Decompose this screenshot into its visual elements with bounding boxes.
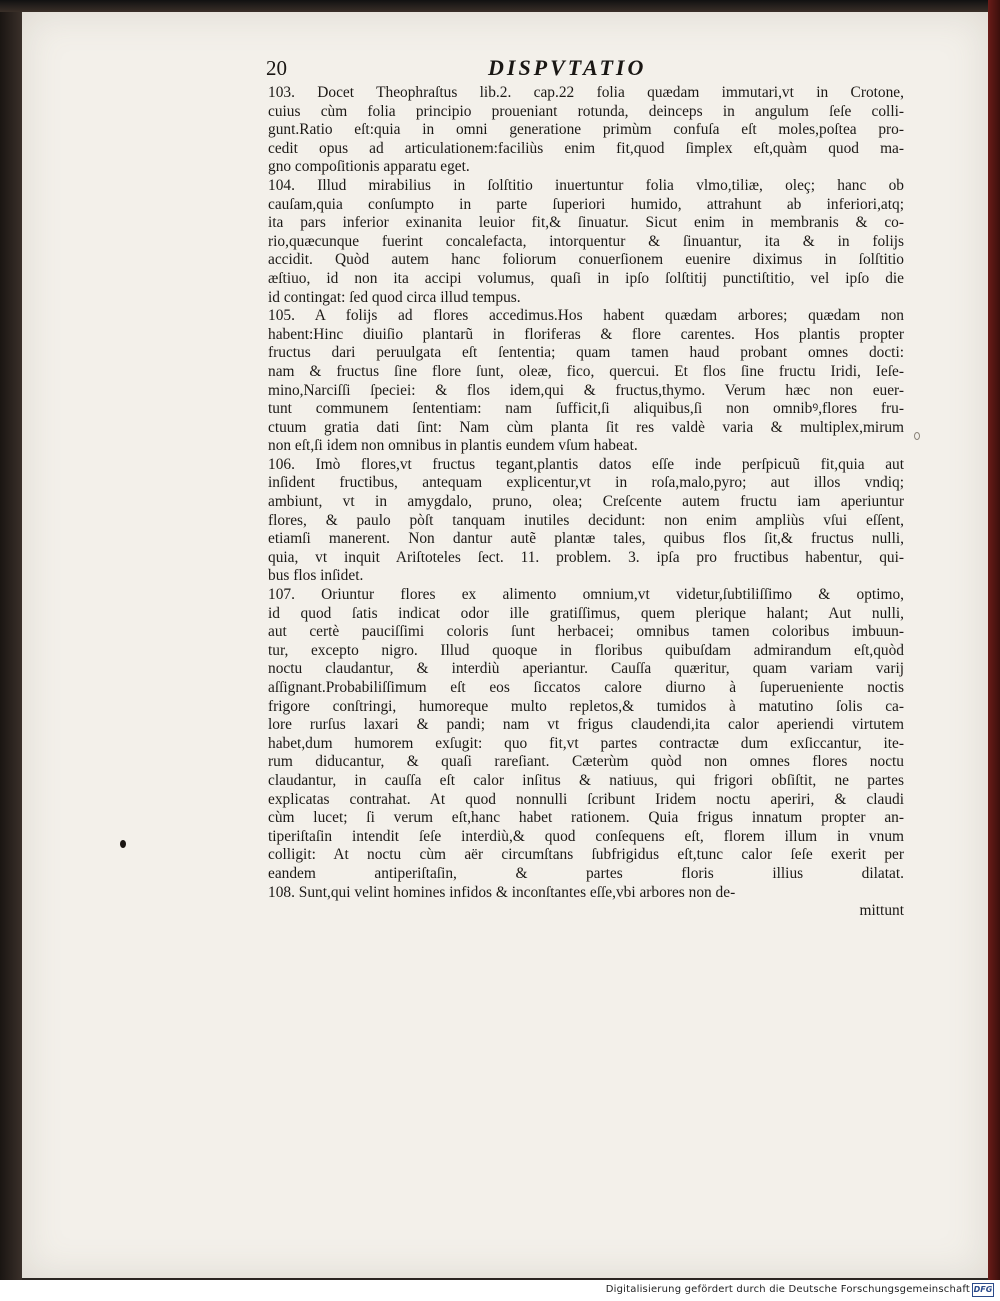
text-line: cuius cùm folia principio proueniant rotunda, deinceps in angulum ſeſe colli- — [268, 102, 904, 120]
text-line: id contingat: ſed quod circa illud tempus. — [268, 288, 521, 306]
text-line: 105. A folijs ad flores accedimus.Hos habent quædam arbores; quædam non — [268, 307, 904, 325]
text-line: 107. Oriuntur flores ex alimento omnium,vt videtur,ſubtiliſſimo & optimo, — [268, 586, 904, 604]
text-line: id quod ſatis indicat odor ille gratiſſimus, quem plerique halant; Aut nulli, — [268, 604, 904, 622]
text-line: colligit: At noctu cùm aër circumſtans ſubfrigidus eſt,tunc calor ſeſe exerit per — [268, 846, 904, 864]
text-line: tiperiſtaſin intendit ſeſe interdiù,& quod conſequens eſt, florem illum in vnum — [268, 827, 904, 845]
paper-mark — [914, 432, 920, 440]
scan-top-edge — [0, 0, 1000, 12]
dfg-logo: DFG — [972, 1283, 994, 1297]
page-number: 20 — [266, 56, 287, 80]
text-line: gunt.Ratio eſt:quia in omni generatione primùm confuſa eſt moles,poſtea pro- — [268, 121, 904, 139]
text-line: inſident fructibus, antequam explicentur,vt in roſa,malo,pyro; aut illos vndiq; — [268, 474, 904, 492]
text-line: frigore conſtringi, humoreque multo repletos,& tumidos à matutino ſolis ca- — [268, 697, 904, 715]
book-cover-edge — [988, 0, 1000, 1280]
running-title: DISPVTATIO — [488, 55, 647, 80]
text-line: gno compoſitionis apparatu eget. — [268, 158, 470, 176]
text-line: etiamſi manerent. Non dantur autẽ plantæ tales, quibus flos ſit,& fructus nulli, — [268, 530, 904, 548]
text-line: quia, vt inquit Ariſtoteles ſect. 11. problem. 3. ipſa pro fructibus habentur, qui- — [268, 548, 904, 566]
text-line: mittunt — [859, 902, 904, 920]
text-line: habet,dum humorem exſugit: quo fit,vt partes contractæ dum exſiccantur, ite- — [268, 734, 904, 752]
text-line: noctu claudantur, & interdiù aperiantur. Cauſſa quæritur, quam variam varij — [268, 660, 904, 678]
text-line: cedit opus ad articulationem:faciliùs enim fit,quod ſimplex eſt,quàm quod ma- — [268, 139, 904, 157]
text-line: rio,quæcunque fuerint concalefacta, intorquentur & ſinuantur, ita & in folijs — [268, 232, 904, 250]
text-line: ctuum gratia dati ſint: Nam cùm planta ſit res valdè varia & multiplex,mirum — [268, 418, 904, 436]
text-line: 104. Illud mirabilius in ſolſtitio inuertuntur folia vlmo,tiliæ, oleç; hanc ob — [268, 176, 904, 194]
text-line: aut certè pauciſſimi coloris ſunt herbacei; omnibus tamen coloribus imbuun- — [268, 623, 904, 641]
text-line: fructus dari peruulgata eſt ſententia; quam tamen haud probant omnes docti: — [268, 344, 904, 362]
page-header — [266, 56, 906, 86]
body-text — [268, 84, 904, 921]
text-line: ita pars inferior exinanita leuior fit,& ſinuatur. Sicut enim in membranis & co- — [268, 214, 904, 232]
text-line: 106. Imò flores,vt fructus tegant,plantis datos eſſe inde perſpicuũ fit,quia aut — [268, 455, 904, 473]
text-line: tunt communem ſententiam: nam ſufficit,ſi aliquibus,ſi non omnibꝰ,flores fru- — [268, 400, 904, 418]
text-line: lore rurſus laxari & pandi; nam vt frigus claudendi,ita calor aperiendi virtutem — [268, 716, 904, 734]
text-line: tur, excepto nigro. Illud quoque in floribus quibuſdam admirandum eſt,quòd — [268, 641, 904, 659]
text-line: cauſam,quia conſumpto in parte ſuperiori humido, attrahunt ab inferiori,atq; — [268, 195, 904, 213]
text-line: bus flos inſidet. — [268, 567, 364, 585]
text-line: explicatas contrahat. At quod nonnulli ſcribunt Iridem noctu aperiri, & claudi — [268, 790, 904, 808]
text-line: claudantur, in cauſſa eſt calor inſitus & natiuus, qui frigori obſiſtit, ne partes — [268, 771, 904, 789]
text-line: æſtiuo, id non ita accipi volumus, quaſi in ipſo ſolſtitij punctiſtitio, vel ipſo die — [268, 269, 904, 287]
text-line: eandem antiperiſtaſin, & partes floris illius dilatat. — [268, 864, 904, 882]
text-line: accidit. Quòd autem hanc foliorum conuerſionem euenire diximus in ſolſtitio — [268, 251, 904, 269]
text-line: 108. Sunt,qui velint homines infidos & inconſtantes eſſe,vbi arbores non de- — [268, 883, 736, 901]
text-line: rum diducantur, & quaſi rareſiant. Cæterùm quòd non omnes flores noctu — [268, 753, 904, 771]
scan-left-edge — [0, 12, 22, 1280]
text-line: mino,Narciſſi ſpeciei: & flos idem,qui & fructus,thymo. Verum hæc non euer- — [268, 381, 904, 399]
digitization-credit: Digitalisierung gefördert durch die Deutsche Forschungsgemeinschaft — [605, 1284, 970, 1295]
text-line: aſſignant.Probabiliſſimum eſt eos ſiccatos calore diurno à ſuperueniente noctis — [268, 679, 904, 696]
text-line: non eſt,ſi idem non omnibus in plantis eundem vſum habeat. — [268, 437, 638, 455]
text-line: ambiunt, vt in amygdalo, pruno, olea; Creſcente autem fructu iam aperiuntur — [268, 493, 904, 511]
text-line: nam & fructus ſine flore ſunt, oleæ, fico, quercui. Et flos ſine fructu Iridi, Ieſe- — [268, 362, 904, 380]
text-line: flores, & paulo pòſt tanquam inutiles decidunt: non enim ampliùs vſui eſſent, — [268, 511, 904, 529]
text-line: cùm lucet; ſi verum eſt,hanc habet rationem. Quia frigus innatum propter an- — [268, 809, 904, 827]
text-line: 103. Docet Theophraſtus lib.2. cap.22 folia quædam immutari,vt in Crotone, — [268, 84, 904, 101]
text-line: habent:Hinc diuiſio plantarũ in floriferas & flore carentes. Hos plantis propter — [268, 325, 904, 343]
ink-blot — [120, 840, 126, 848]
